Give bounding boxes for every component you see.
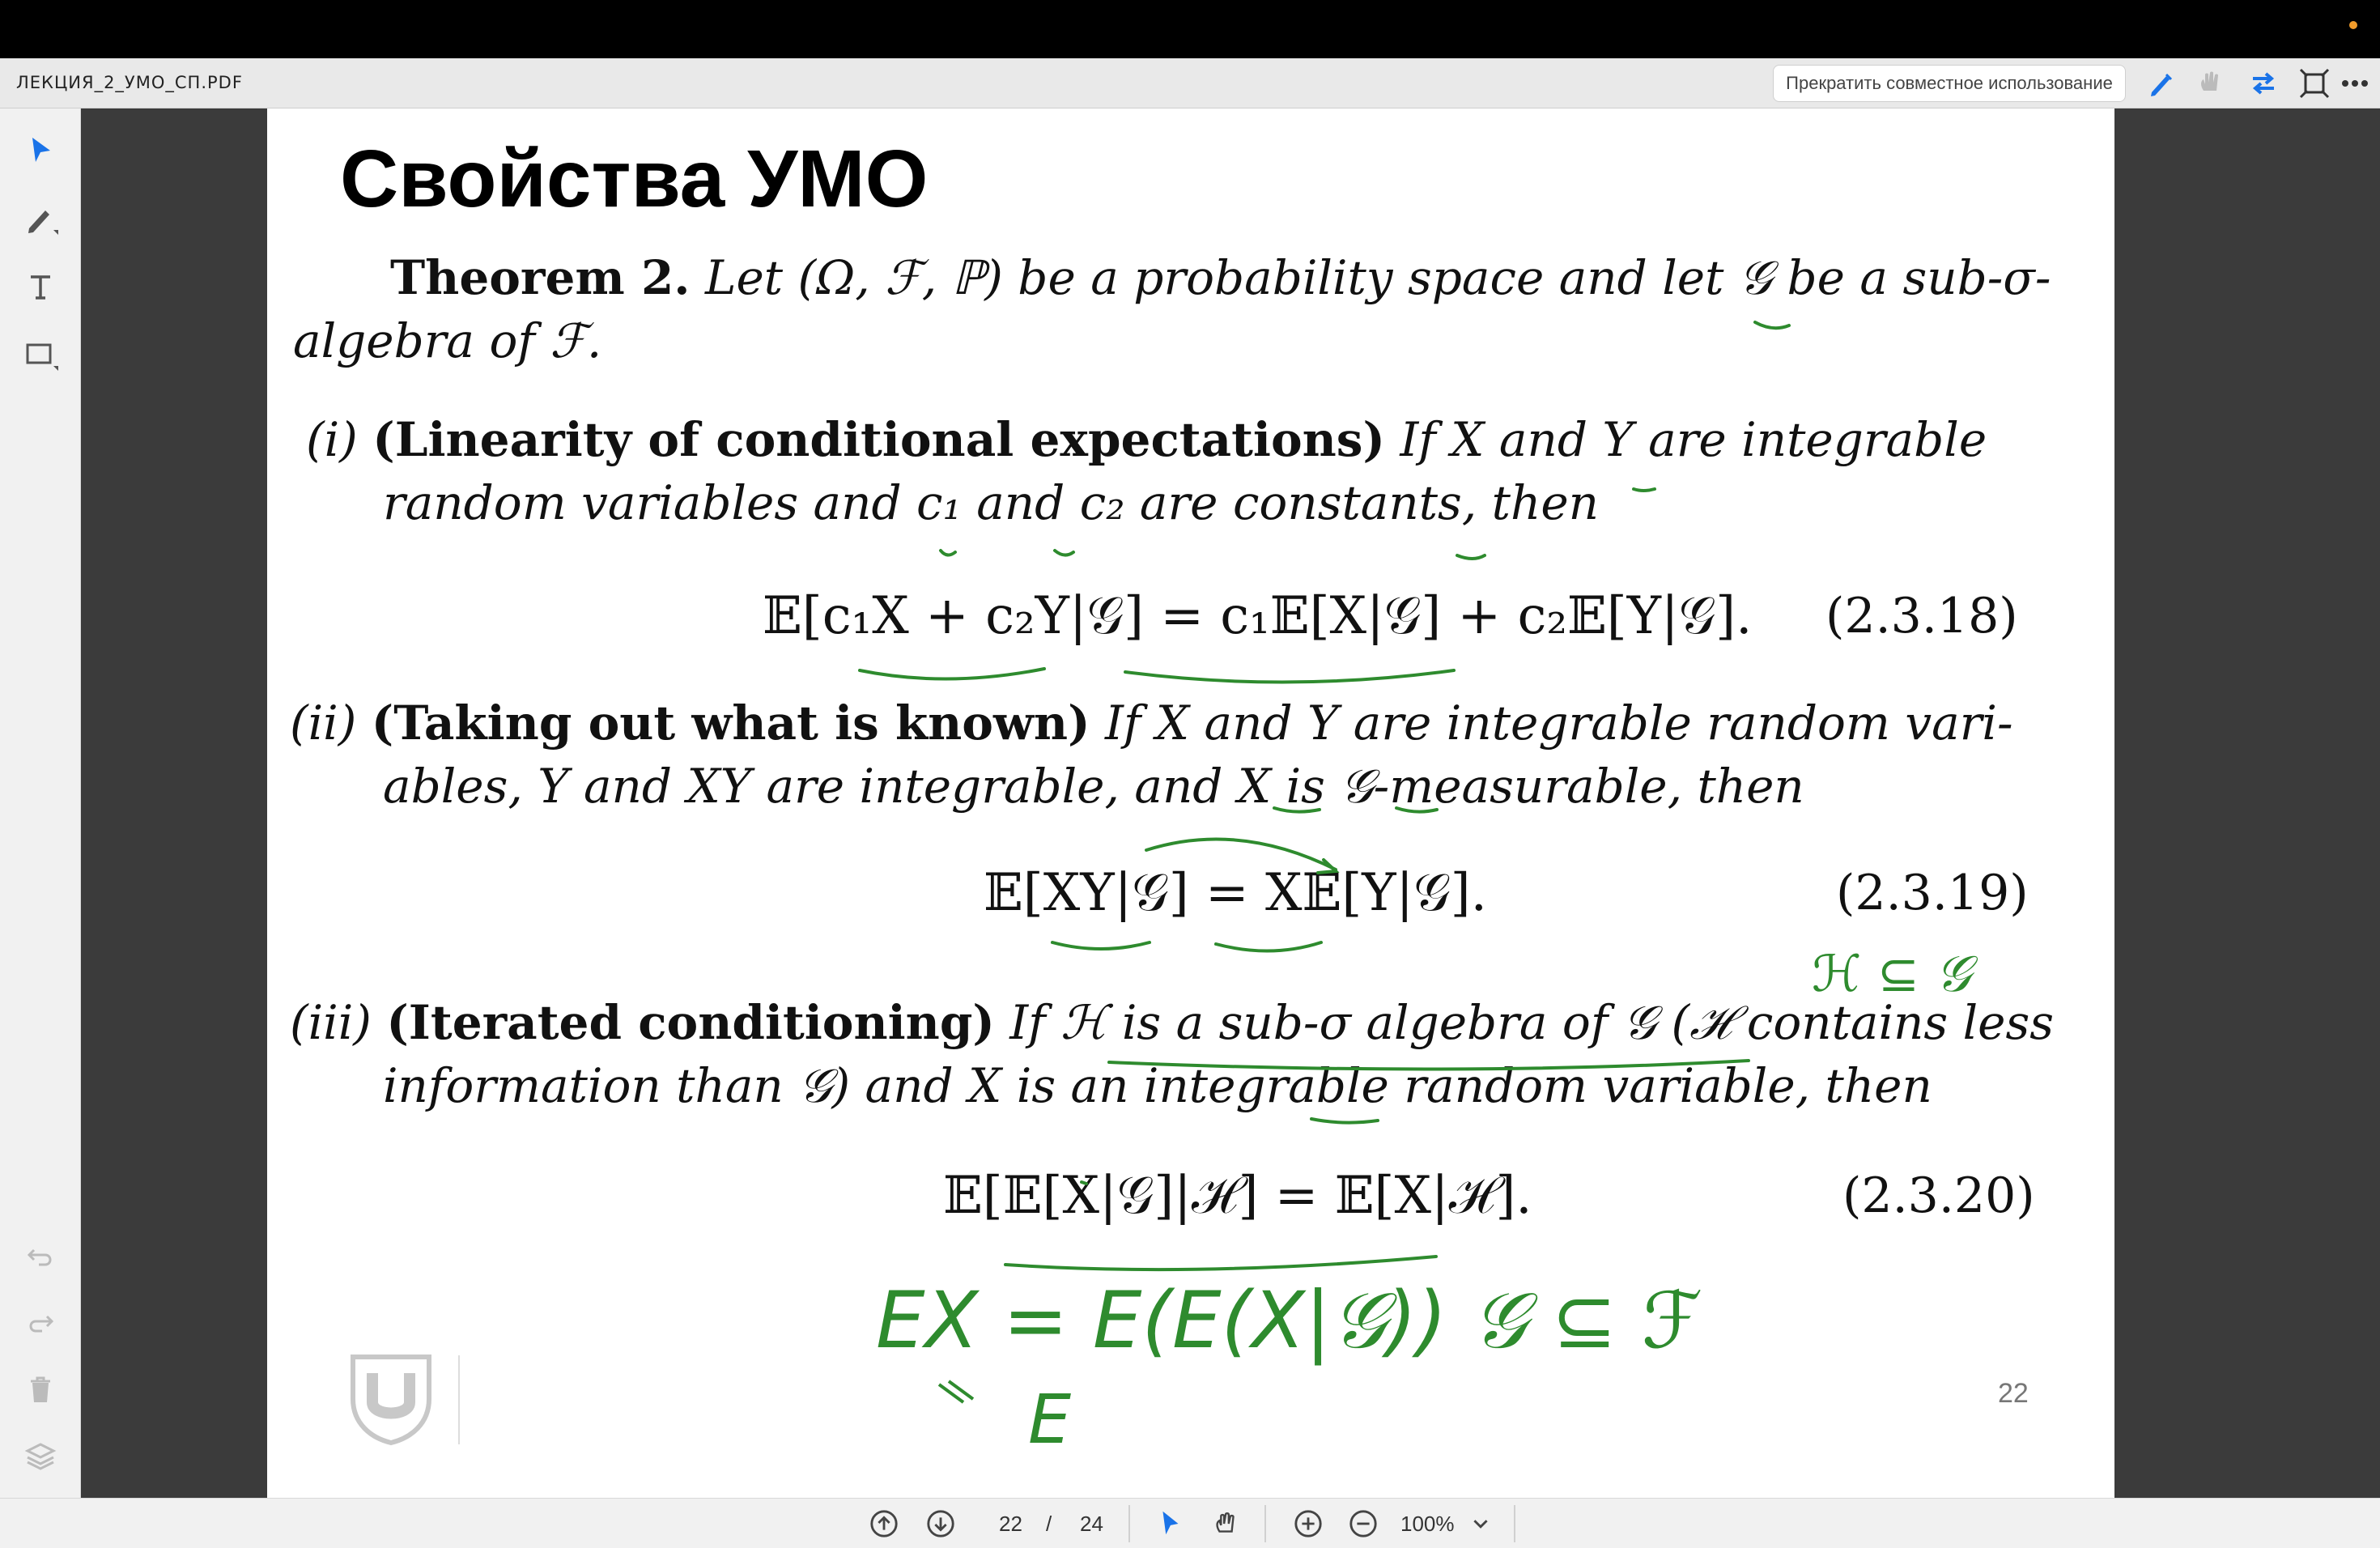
rectangle-icon[interactable]	[23, 337, 58, 372]
item-i-number: (i)	[306, 412, 358, 467]
page-number-label: 22	[1998, 1378, 2029, 1409]
item-ii-line-1	[290, 691, 2013, 755]
swap-icon[interactable]	[2246, 66, 2280, 100]
item-i-line-1	[306, 408, 1987, 471]
pdf-page	[267, 108, 2114, 1498]
undo-icon[interactable]	[23, 1239, 58, 1274]
system-top-bar	[0, 0, 2380, 58]
item-iii-line-1	[290, 991, 2054, 1054]
recording-indicator-dot	[2349, 21, 2357, 29]
current-page-number[interactable]: 22	[999, 1512, 1022, 1536]
theorem-line-2: algebra of ℱ.	[293, 313, 602, 368]
fit-page-icon[interactable]	[2297, 66, 2331, 100]
page-title: Свойства УМО	[340, 134, 929, 224]
logo-divider	[458, 1355, 460, 1444]
pencil-icon[interactable]	[23, 201, 58, 236]
previous-page-icon[interactable]	[868, 1508, 900, 1539]
document-title: ЛЕКЦИЯ_2_УМО_СП.PDF	[16, 73, 243, 92]
zoom-in-icon[interactable]	[1292, 1508, 1324, 1539]
hand-tool-icon[interactable]	[1209, 1508, 1242, 1539]
text-tool-icon[interactable]	[23, 269, 58, 304]
page-separator: /	[1046, 1512, 1052, 1536]
item-iii-name: (Iterated conditioning)	[386, 995, 995, 1050]
item-iii-line-2: information than 𝒢) and X is an integrable random variable, then	[383, 1058, 1932, 1113]
divider	[1264, 1505, 1266, 1542]
pen-icon[interactable]	[2144, 66, 2178, 100]
item-ii-name: (Taking out what is known)	[371, 695, 1090, 751]
next-page-icon[interactable]	[924, 1508, 957, 1539]
hand-icon[interactable]	[2192, 66, 2226, 100]
theorem-label: Theorem 2.	[390, 250, 691, 305]
stop-sharing-button[interactable]: Прекратить совместное использование	[1773, 65, 2126, 102]
divider	[1128, 1505, 1130, 1542]
equation-2-3-19: 𝔼[XY|𝒢] = X𝔼[Y|𝒢].	[984, 863, 1487, 923]
trash-icon[interactable]	[23, 1372, 58, 1407]
document-canvas[interactable]	[81, 108, 2380, 1498]
handwritten-note-e: E	[1028, 1380, 1072, 1459]
theorem-text-1: Let (Ω, ℱ, ℙ) be a probability space and let 𝒢 be a sub-σ-	[704, 250, 2051, 305]
zoom-out-icon[interactable]	[1347, 1508, 1379, 1539]
equation-number-2-3-20: (2.3.20)	[1842, 1167, 2035, 1224]
item-i-line-2: random variables and c₁ and c₂ are constants, then	[383, 475, 1599, 530]
zoom-level[interactable]: 100%	[1400, 1512, 1455, 1536]
theorem-line-1	[390, 246, 2051, 309]
select-cursor-icon[interactable]	[1156, 1508, 1184, 1539]
chevron-down-icon[interactable]	[1470, 1508, 1491, 1539]
handwritten-note-expectation: EX = E(E(X|𝒢)) 𝒢 ⊆ ℱ	[876, 1275, 1703, 1366]
divider	[1514, 1505, 1515, 1542]
item-iii-number: (iii)	[290, 995, 372, 1050]
page-navigation-bar	[0, 1498, 2380, 1548]
equation-2-3-18: 𝔼[c₁X + c₂Y|𝒢] = c₁𝔼[X|𝒢] + c₂𝔼[Y|𝒢].	[763, 586, 1753, 646]
item-i-name: (Linearity of conditional expectations)	[372, 412, 1385, 467]
item-ii-text-1: If X and Y are integrable random vari-	[1104, 695, 2013, 751]
layers-icon[interactable]	[23, 1438, 58, 1474]
item-iii-text-1: If ℋ is a sub-σ algebra of 𝒢 (ℋ contains less	[1009, 995, 2055, 1050]
equation-number-2-3-18: (2.3.18)	[1825, 588, 2018, 644]
annotation-toolbar	[0, 108, 81, 1498]
item-ii-number: (ii)	[290, 695, 357, 751]
university-logo	[346, 1349, 436, 1446]
viewer-toolbar	[0, 58, 2380, 108]
redo-icon[interactable]	[23, 1305, 58, 1341]
handwritten-note-h-subset-g: ℋ ⊆ 𝒢	[1812, 944, 1971, 1003]
equation-2-3-20: 𝔼[𝔼[X|𝒢]|ℋ] = 𝔼[X|ℋ].	[943, 1166, 1532, 1226]
item-ii-line-2: ables, Y and XY are integrable, and X is 𝒢-measurable, then	[383, 759, 1804, 814]
item-i-text-1: If X and Y are integrable	[1400, 412, 1987, 467]
total-pages: 24	[1080, 1512, 1103, 1536]
equation-number-2-3-19: (2.3.19)	[1836, 865, 2029, 921]
more-icon[interactable]	[2338, 66, 2372, 100]
select-arrow-icon[interactable]	[23, 133, 58, 168]
